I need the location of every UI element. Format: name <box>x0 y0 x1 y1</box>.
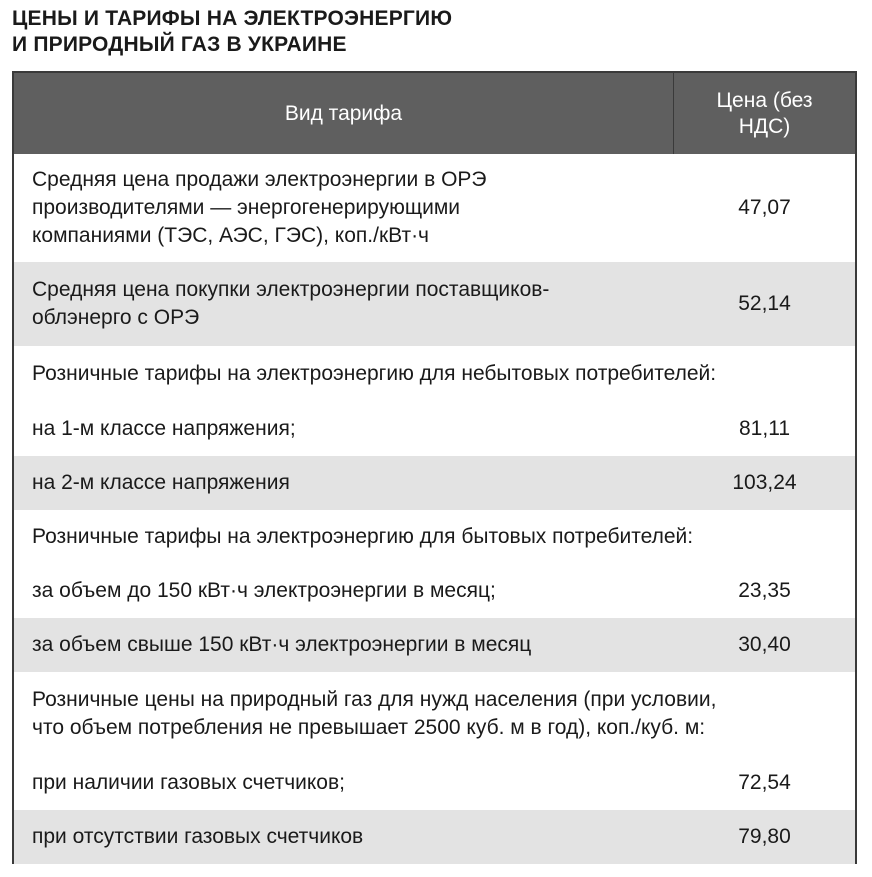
row-label-line: Розничные тарифы на электроэнергию для небытовых потребителей: <box>32 362 717 385</box>
row-label <box>14 769 674 797</box>
table-header <box>14 71 855 154</box>
row-label-line: компаниями (ТЭС, АЭС, ГЭС), коп./кВт·ч <box>32 224 430 247</box>
row-label <box>14 823 674 851</box>
row-value: 79,80 <box>738 825 791 848</box>
row-label-line: облэнерго с ОРЭ <box>32 306 200 329</box>
row-label-line: Розничные тарифы на электроэнергию для бытовых потребителей: <box>32 525 694 548</box>
table-row <box>14 618 855 672</box>
header-price <box>674 73 855 154</box>
tariff-table <box>12 71 857 864</box>
row-label-line: что объем потребления не превышает 2500 куб. м в год), коп./куб. м: <box>32 716 706 739</box>
section-heading-row <box>14 672 855 756</box>
title-line-1: ЦЕНЫ И ТАРИФЫ НА ЭЛЕКТРОЭНЕРГИЮ <box>12 7 453 30</box>
row-value: 72,54 <box>738 771 791 794</box>
row-label-line: при отсутствии газовых счетчиков <box>32 825 364 848</box>
section-heading-row <box>14 346 855 402</box>
row-label-line: Средняя цена продажи электроэнергии в ОРЭ <box>32 168 487 191</box>
row-label <box>14 166 674 250</box>
title-line-2: И ПРИРОДНЫЙ ГАЗ В УКРАИНЕ <box>12 33 347 56</box>
row-value: 23,35 <box>738 579 791 602</box>
row-label-line: за объем до 150 кВт·ч электроэнергии в месяц; <box>32 579 496 602</box>
row-value: 103,24 <box>732 471 797 494</box>
row-label-line: Средняя цена покупки электроэнергии поставщиков- <box>32 278 550 301</box>
row-label <box>14 577 674 605</box>
header-price-line-1: Цена (без <box>716 88 813 112</box>
row-label-line: при наличии газовых счетчиков; <box>32 771 345 794</box>
table-row <box>14 810 855 864</box>
row-label <box>14 469 674 497</box>
table-row <box>14 564 855 618</box>
header-price-line-2: НДС) <box>738 114 791 138</box>
row-label-line: Розничные цены на природный газ для нужд населения (при условии, <box>32 688 717 711</box>
header-tariff-type: Вид тарифа <box>14 73 674 154</box>
row-value: 81,11 <box>739 417 790 440</box>
section-heading-row <box>14 510 855 564</box>
row-label-line: на 1-м классе напряжения; <box>32 417 296 440</box>
row-label-line: производителями — энергогенерирующими <box>32 196 461 219</box>
row-label <box>14 631 674 659</box>
row-value: 52,14 <box>738 292 791 315</box>
table-row <box>14 456 855 510</box>
section-heading <box>14 523 855 551</box>
table-row <box>14 756 855 810</box>
section-heading <box>14 686 855 742</box>
row-label <box>14 276 674 332</box>
row-label-line: на 2-м классе напряжения <box>32 471 290 494</box>
table-row <box>14 402 855 456</box>
table-row <box>14 154 855 262</box>
row-label <box>14 415 674 443</box>
page-title <box>12 6 452 58</box>
section-heading <box>14 360 855 388</box>
row-value: 30,40 <box>738 633 791 656</box>
row-value: 47,07 <box>738 196 791 219</box>
table-row <box>14 262 855 346</box>
row-label-line: за объем свыше 150 кВт·ч электроэнергии в месяц <box>32 633 532 656</box>
